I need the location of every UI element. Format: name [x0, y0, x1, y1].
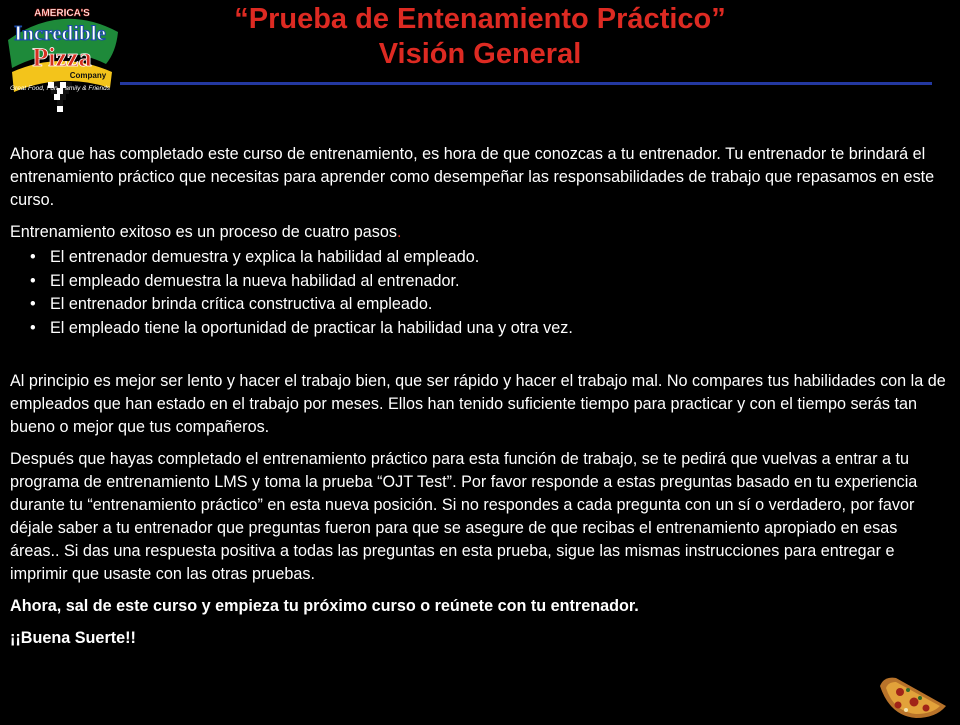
list-item [10, 293, 950, 317]
svg-text:Company: Company [69, 71, 107, 80]
step-text: El entrenador demuestra y explica la habilidad al empleado. [50, 248, 480, 266]
title-line-2: Visión General [378, 38, 582, 70]
list-item [10, 317, 950, 341]
bullet-icon: • [30, 271, 36, 290]
title-line-1: “Prueba de Entenamiento Práctico” [234, 3, 726, 35]
list-item [10, 246, 950, 270]
bullet-icon: • [30, 248, 36, 266]
slide-content [10, 143, 950, 650]
list-item [10, 270, 950, 294]
good-luck-text: ¡¡Buena Suerte!! [10, 629, 136, 647]
svg-text:Pizza: Pizza [32, 43, 92, 72]
step-text: El empleado demuestra la nueva habilidad al entrenador. [50, 271, 460, 290]
svg-text:Incredible: Incredible [14, 21, 106, 45]
step-text: El empleado tiene la oportunidad de practicar la habilidad una y otra vez. [50, 318, 573, 337]
header-divider [120, 82, 932, 85]
svg-text:AMERICA'S: AMERICA'S [34, 8, 90, 19]
bullet-icon: • [30, 295, 36, 313]
step-text: El entrenador brinda crítica constructiva al empleado. [50, 295, 433, 313]
pizza-slice-icon[interactable] [876, 672, 948, 720]
process-intro-period: . [396, 223, 402, 241]
page-title [140, 2, 820, 72]
process-intro [10, 221, 950, 244]
ojt-test-paragraph: Después que hayas completado el entrenamiento práctico para esta función de trabajo, se te pedirá que vuelvas a entrar a tu programa de entrenamiento LMS y toma la prueba “OJT Test”. Por favor responde a estas preguntas basado en tu experiencia durante tu “entrenamiento práctico” en esta nueva posición. Si no respondes a cada pregunta con un sí o verdadero, por favor déjale saber a tu entrenador que preguntas fueron para que se asegure de que recibas el entrenamiento apropiado en esas áreas.. Si das una respuesta positiva a todas las preguntas en esta prueba, sigue las mismas instrucciones para entregar e imprimir que usaste con las otras pruebas. [10, 450, 918, 583]
company-logo [2, 2, 122, 114]
pace-paragraph: Al principio es mejor ser lento y hacer el trabajo bien, que ser rápido y hacer el trabajo mal. No compares tus habilidades con la de empleados que han estado en el trabajo por meses. Ellos han tenido suficiente tiempo para practicar y con el tiempo serás tan bueno o mejor que tus compañeros. [10, 372, 946, 436]
intro-paragraph: Ahora que has completado este curso de entrenamiento, es hora de que conozcas a tu entrenador. Tu entrenador te brindará el entrenamiento práctico que necesitas para aprender como desempeñar las responsabilidades de trabajo que repasamos en este curso. [10, 145, 935, 209]
steps-list [10, 246, 950, 340]
svg-text:Great Food, Fun, Family & Frie: Great Food, Fun, Family & Friends [9, 85, 111, 92]
process-intro-text: Entrenamiento exitoso es un proceso de cuatro pasos [10, 223, 397, 241]
bullet-icon: • [30, 318, 36, 337]
next-step-paragraph: Ahora, sal de este curso y empieza tu próximo curso o reúnete con tu entrenador. [10, 597, 639, 615]
